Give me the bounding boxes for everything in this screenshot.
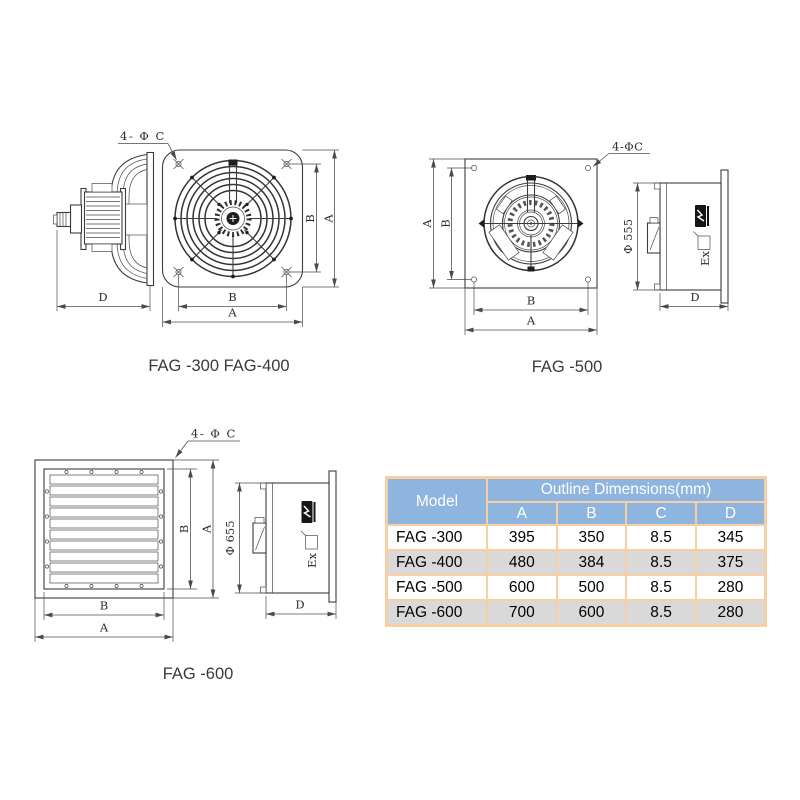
cell-d: 280: [696, 575, 766, 600]
fag500-dim-left: [420, 159, 471, 288]
drawing-caption-fag600: FAG -600: [162, 665, 234, 683]
fag600-hole-note: [176, 427, 241, 458]
dim-label-d: D: [98, 290, 108, 304]
fag500-hole-note: [593, 140, 650, 167]
dimensions-table-wrapper: [385, 476, 767, 627]
cell-model: FAG -600: [387, 600, 488, 626]
hole-note-text: 4- Φ C: [191, 426, 237, 441]
table-header-model: Model: [387, 478, 488, 526]
dim-label-d: D: [690, 290, 700, 304]
fag600-drawing: [35, 427, 336, 684]
cell-model: FAG -400: [387, 550, 488, 575]
cell-c: 8.5: [626, 550, 696, 575]
dim-label-a: A: [99, 620, 109, 635]
motor-hub: [217, 203, 249, 235]
dim-label-b: B: [228, 290, 237, 304]
table-header-col-c: C: [626, 502, 696, 525]
cell-b: 350: [557, 525, 627, 550]
table-row: [387, 550, 766, 575]
cell-d: 345: [696, 525, 766, 550]
fag600-dim-d: [266, 596, 336, 619]
fag600-front-view: [35, 427, 240, 643]
cell-b: 500: [557, 575, 627, 600]
fag600-dim-right: [167, 460, 219, 598]
dim-label-b: B: [438, 219, 453, 228]
dim-label-b: B: [526, 293, 536, 308]
table-header-col-d: D: [696, 502, 766, 525]
fag500-dim-bottom: [465, 283, 597, 336]
cell-c: 8.5: [626, 575, 696, 600]
table-header-col-b: B: [557, 502, 627, 525]
fag500-front-view: [420, 140, 650, 336]
fag500-drawing: [420, 140, 728, 377]
cell-a: 700: [487, 600, 557, 626]
fag600-dim-bottom: [35, 592, 173, 642]
cell-model: FAG -500: [387, 575, 488, 600]
diameter-label: Φ 555: [621, 218, 635, 255]
ex-label: Ex: [305, 553, 319, 568]
hole-note-text: 4-ΦC: [612, 139, 644, 154]
fag600-side-view: [223, 471, 336, 619]
dim-label-a: A: [228, 305, 237, 320]
dim-label-a: A: [321, 214, 336, 223]
drawing-caption-fag500: FAG -500: [531, 358, 603, 376]
cell-a: 480: [487, 550, 557, 575]
cell-d: 280: [696, 600, 766, 626]
fag300-side-view: [54, 153, 154, 312]
dim-label-b: B: [99, 598, 109, 613]
table-row: [387, 525, 766, 550]
diameter-label: Φ 655: [223, 520, 237, 556]
table-header-col-a: A: [487, 502, 557, 525]
table-row: [387, 600, 766, 626]
table-row: [387, 575, 766, 600]
fag300-400-drawing: [54, 129, 340, 375]
dim-label-d: D: [295, 597, 305, 612]
dim-label-a: A: [526, 313, 536, 328]
dim-label-a: A: [420, 219, 434, 228]
dimensions-table: [385, 476, 767, 627]
fag500-side-view: [621, 170, 728, 311]
cell-a: 600: [487, 575, 557, 600]
cell-a: 395: [487, 525, 557, 550]
dim-label-a: A: [199, 524, 214, 534]
dim-label-b: B: [177, 524, 191, 534]
drawing-caption-fag300-400: FAG -300 FAG-400: [148, 357, 290, 375]
table-header-group: Outline Dimensions(mm): [487, 478, 766, 503]
ex-label: Ex: [698, 251, 712, 266]
cell-c: 8.5: [626, 600, 696, 626]
cell-model: FAG -300: [387, 525, 488, 550]
cell-d: 375: [696, 550, 766, 575]
cell-b: 384: [557, 550, 627, 575]
dim-label-b: B: [303, 214, 317, 223]
hole-note-text: 4- Φ C: [120, 129, 166, 143]
cell-c: 8.5: [626, 525, 696, 550]
fag500-dim-d: [660, 290, 728, 311]
cell-b: 600: [557, 600, 627, 626]
